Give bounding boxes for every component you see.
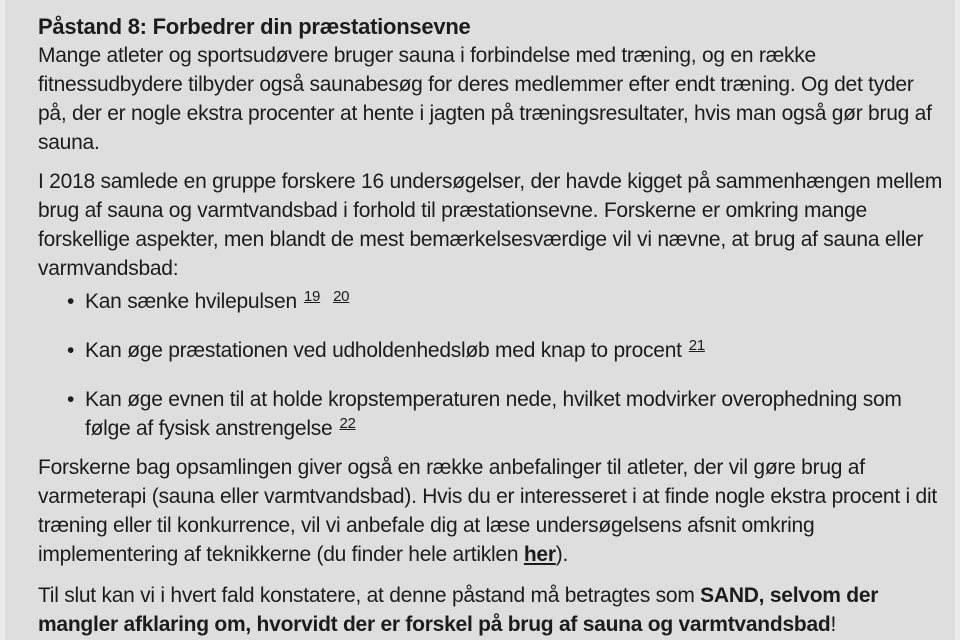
conclusion-bold-text: SAND, selvom der mangler afklaring om, hvorvidt der er forskel på brug af sauna og varmtvandsbad (38, 584, 879, 636)
list-item (38, 336, 943, 365)
paragraph-text: Til slut kan vi i hvert fald konstatere, at denne påstand må betragtes som (38, 584, 701, 607)
paragraph-recommendations (38, 453, 943, 569)
footnote-ref-link[interactable]: 20 (333, 288, 350, 305)
list-item (38, 385, 943, 443)
article-content (5, 0, 943, 639)
paragraph-text: Forskerne bag opsamlingen giver også en række anbefalinger til atleter, der vil gøre brug af varmeterapi (sauna eller varmtvandsbad). Hvis du er interesseret i at finde nogle ekstra procent i dit træning eller til konkurrence, vil vi anbefale dig at læse undersøgelsens afsnit omkring implementering af teknikkerne (du finder hele artiklen (38, 456, 937, 566)
list-item (38, 287, 943, 316)
bullet-text: Kan øge præstationen ved udholdenhedsløb med knap to procent (85, 339, 682, 362)
paragraph-conclusion (38, 581, 943, 639)
findings-bullet-list (38, 287, 943, 443)
paragraph-text: ). (555, 543, 569, 566)
article-her-link[interactable]: her (523, 543, 556, 566)
footnote-ref-link[interactable]: 21 (688, 337, 705, 354)
article-page (5, 0, 955, 640)
bullet-text: Kan sænke hvilepulsen (85, 290, 297, 313)
paragraph-study: I 2018 samlede en gruppe forskere 16 undersøgelser, der havde kigget på sammenhængen mellem brug af sauna og varmtvandsbad i forhold til præstationsevne. Forskerne er omkring mange forskellige aspekter, men blandt de mest bemærkelsesværdige vil vi nævne, at brug af sauna eller varmvandsbad: (38, 170, 943, 280)
page-title: Påstand 8: Forbedrer din præstationsevne (38, 14, 471, 39)
bullet-text: Kan øge evnen til at holde kropstemperaturen nede, hvilket modvirker overophedning som følge af fysisk anstrengelse (85, 388, 902, 440)
footnote-ref-link[interactable]: 19 (303, 288, 321, 305)
paragraph-intro: Mange atleter og sportsudøvere bruger sauna i forbindelse med træning, og en række fitnessudbydere tilbyder også saunabesøg for deres medlemmer efter endt træning. Og det tyder på, der er nogle ekstra procenter at hente i jagten på træningsresultater, hvis man også gør brug af sauna. (38, 44, 932, 154)
paragraph-text: ! (830, 613, 837, 636)
footnote-ref-link[interactable]: 22 (339, 415, 356, 432)
